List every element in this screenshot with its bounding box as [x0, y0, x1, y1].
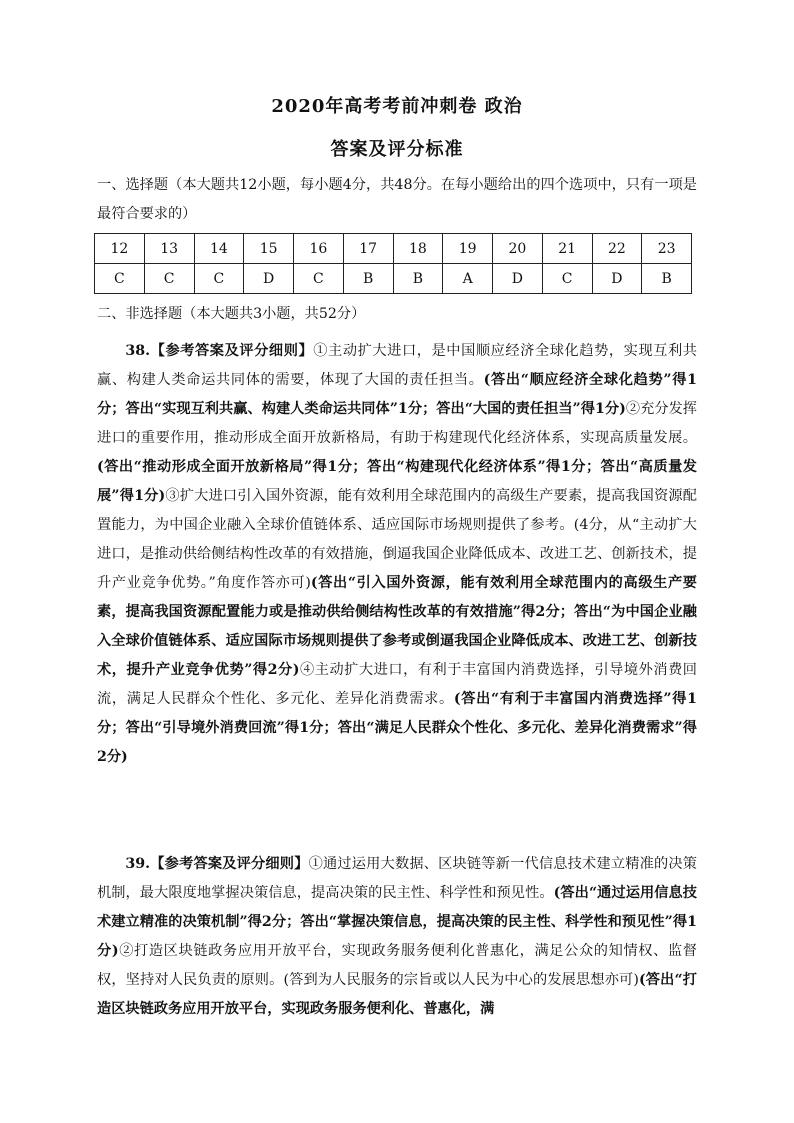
answer-letter: C: [194, 264, 244, 294]
answer-letter: C: [294, 264, 344, 294]
document-subtitle: 答案及评分标准: [330, 139, 464, 160]
question-number: 23: [642, 234, 692, 264]
q39-scoring-2: (答出“打造区块链政务应用开放平台，实现政务服务便利化、普惠化，满: [97, 972, 697, 1017]
q38-answer: [97, 337, 697, 772]
question-number: 18: [393, 234, 443, 264]
answer-table-number-row: [95, 234, 692, 264]
q38-scoring-4: (答出“有利于丰富国内消费选择”得1分；答出“引导境外消费回流”得1分；答出“满足人民群众个性化、多元化、差异化消费需求”得2分): [97, 691, 697, 765]
q38-scoring-2: (答出“推动形成全面开放新格局”得1分；答出“构建现代化经济体系”得1分；答出“高质量发展”得1分): [97, 459, 697, 504]
answer-letter: B: [343, 264, 393, 294]
question-number: 16: [294, 234, 344, 264]
answer-table: [94, 233, 692, 294]
q38-point-3: ③扩大进口引入国外资源，能有效利用全球范围内的高级生产要素，提高我国资源配置能力，为中国企业融入全球价值链体系、适应国际市场规则提供了参考。(4分，从“主动扩大进口，是推动供给侧结构性改革的有效措施，倒逼我国企业降低成本、改进工艺、创新技术，提升产业竞争优势。”角度作答亦可): [97, 488, 697, 591]
question-number: 14: [194, 234, 244, 264]
q39-point-1: ①通过运用大数据、区块链等新一代信息技术建立精准的决策机制，最大限度地掌握决策信息，提高决策的民主性、科学性和预见性。: [97, 856, 697, 901]
question-number: 13: [144, 234, 194, 264]
q38-label: 38.【参考答案及评分细则】: [125, 343, 314, 359]
question-number: 17: [343, 234, 393, 264]
question-number: 21: [542, 234, 592, 264]
question-number: 19: [443, 234, 493, 264]
question-number: 15: [244, 234, 294, 264]
document-title: 2020年高考考前冲刺卷 政治: [271, 96, 523, 117]
q38-scoring-1: (答出“顺应经济全球化趋势”得1分；答出“实现互利共赢、构建人类命运共同体”1分；答出“大国的责任担当”得1分): [97, 372, 697, 417]
q39-label: 39.【参考答案及评分细则】: [125, 856, 309, 872]
answer-letter: D: [244, 264, 294, 294]
answer-letter: B: [642, 264, 692, 294]
section2-intro: 二、非选择题（本大题共3小题，共52分）: [97, 306, 366, 322]
section1-intro: 一、选择题（本大题共12小题，每小题4分，共48分。在每小题给出的四个选项中，只有一项是最符合要求的）: [97, 177, 697, 222]
q38-scoring-3: (答出“引入国外资源，能有效利用全球范围内的高级生产要素，提高我国资源配置能力或是推动供给侧结构性改革的有效措施”得2分；答出“为中国企业融入全球价值链体系、适应国际市场规则提供了参考或倒逼我国企业降低成本、改进工艺、创新技术，提升产业竞争优势”得2分): [97, 575, 697, 678]
answer-letter: C: [144, 264, 194, 294]
answer-letter: A: [443, 264, 493, 294]
answer-letter: D: [493, 264, 543, 294]
answer-letter: C: [95, 264, 145, 294]
question-number: 22: [592, 234, 642, 264]
q38-point-2: ②充分发挥进口的重要作用，推动形成全面开放新格局，有助于构建现代化经济体系，实现高质量发展。: [97, 401, 697, 446]
q38-point-1: ①主动扩大进口，是中国顺应经济全球化趋势，实现互利共赢、构建人类命运共同体的需要，体现了大国的责任担当。: [97, 343, 697, 388]
answer-letter: B: [393, 264, 443, 294]
q39-scoring-1: (答出“通过运用信息技术建立精准的决策机制”得2分；答出“掌握决策信息，提高决策的民主性、科学性和预见性”得1分): [97, 885, 697, 959]
q38-point-4: ④主动扩大进口，有利于丰富国内消费选择，引导境外消费回流，满足人民群众个性化、多元化、差异化消费需求。: [97, 662, 697, 707]
q39-point-2: ②打造区块链政务应用开放平台，实现政务服务便利化普惠化，满足公众的知情权、监督权，坚持对人民负责的原则。(答到为人民服务的宗旨或以人民为中心的发展思想亦可): [97, 943, 697, 988]
q39-answer: [97, 850, 697, 1024]
question-number: 12: [95, 234, 145, 264]
answer-letter: C: [542, 264, 592, 294]
question-number: 20: [493, 234, 543, 264]
answer-table-answer-row: [95, 264, 692, 294]
answer-letter: D: [592, 264, 642, 294]
